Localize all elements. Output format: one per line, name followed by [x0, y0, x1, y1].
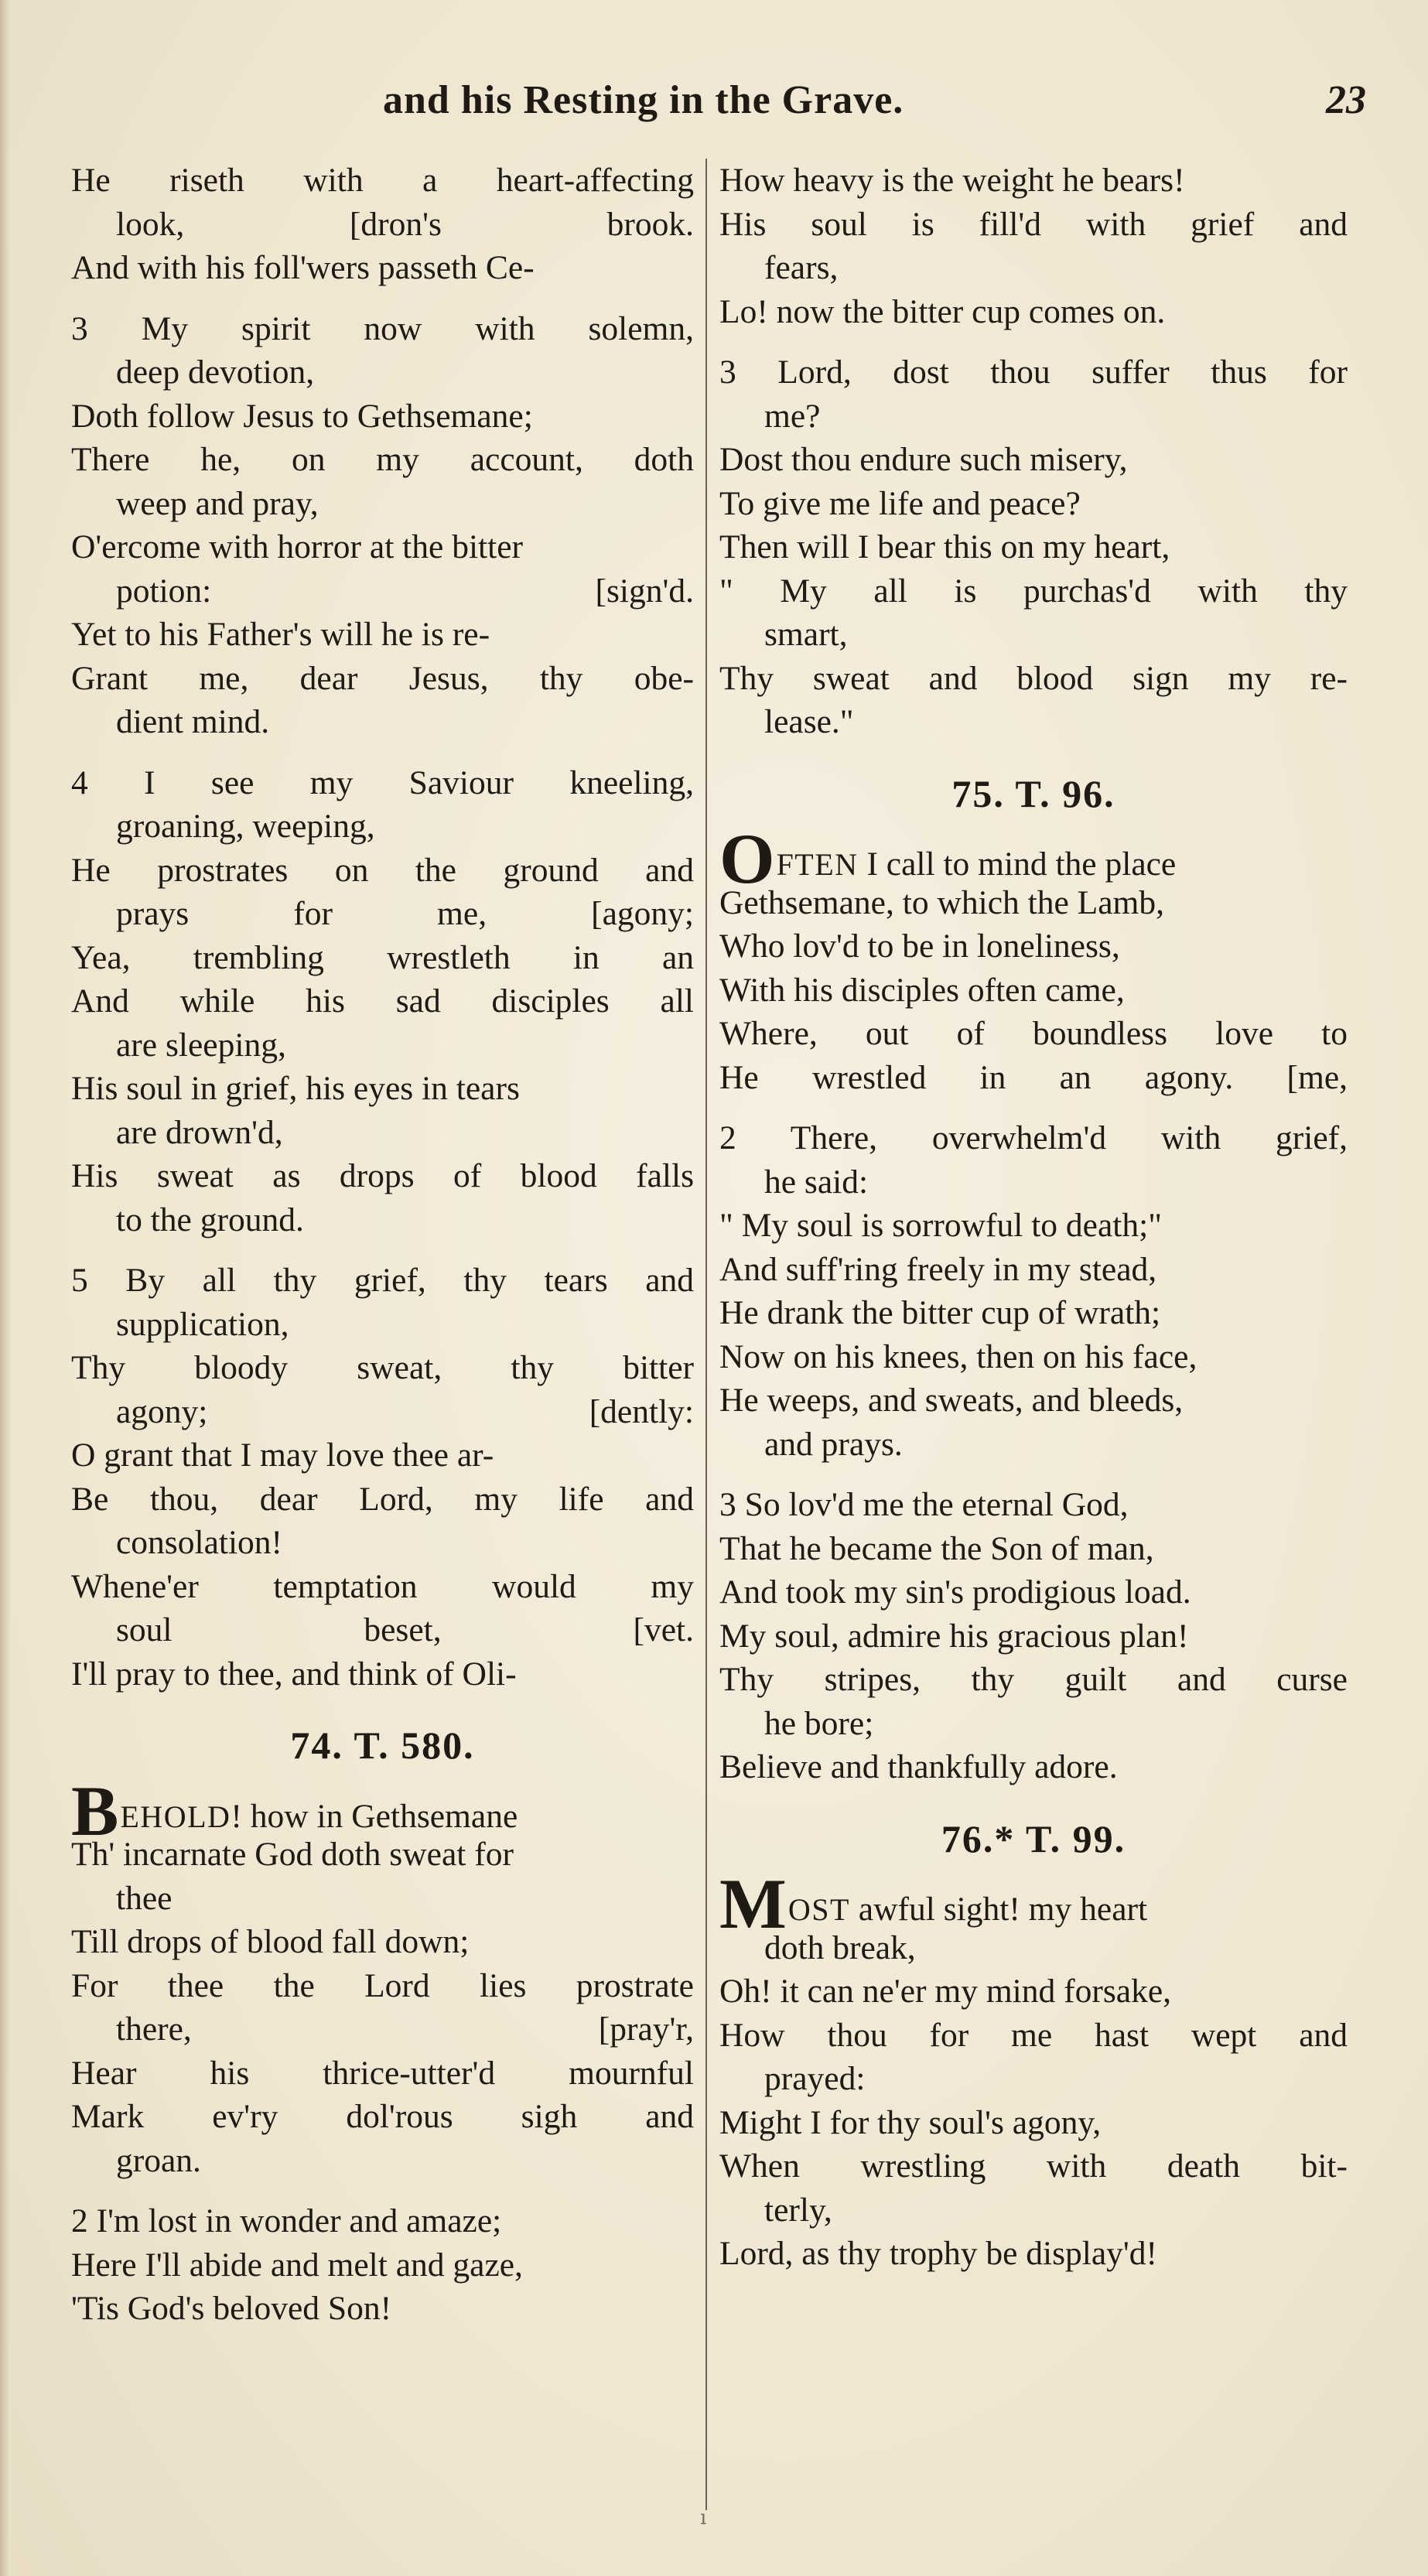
- verse-line: he bore;: [764, 1704, 874, 1742]
- first-line-tail: ! how in Gethsemane: [231, 1797, 518, 1835]
- hymn-74-verse-3: [719, 350, 1348, 744]
- verse-line: 3 So lov'd me the eternal God,: [719, 1486, 1129, 1523]
- verse-line: " My all is purchas'd with thy: [719, 572, 1348, 610]
- verse-line: groaning, weeping,: [116, 808, 375, 845]
- verse-line: There he, on my account, doth: [71, 441, 694, 478]
- verse-line: That he became the Son of man,: [719, 1529, 1154, 1567]
- drop-cap: M: [719, 1864, 787, 1943]
- verse-line: He prostrates on the ground and: [71, 851, 694, 889]
- verse-line: look, [dron's brook.: [116, 205, 694, 243]
- verse-line: Here I'll abide and melt and gaze,: [71, 2246, 523, 2284]
- verse-line: Mark ev'ry dol'rous sigh and: [71, 2098, 694, 2135]
- verse-line: 5 By all thy grief, thy tears and: [71, 1262, 694, 1299]
- verse-line: He wrestled in an agony. [me,: [719, 1058, 1348, 1096]
- verse-line: me?: [764, 397, 821, 435]
- verse-line: 4 I see my Saviour kneeling,: [71, 764, 694, 801]
- verse-line: and prays.: [764, 1425, 903, 1463]
- hymn-first-line: [719, 819, 1348, 898]
- left-column: [71, 159, 694, 2331]
- running-title: and his Resting in the Grave.: [383, 78, 904, 122]
- verse-line: My soul, admire his gracious plan!: [719, 1617, 1189, 1655]
- first-line-tail: I call to mind the place: [866, 846, 1177, 883]
- verse-line: 2 There, overwhelm'd with grief,: [719, 1119, 1348, 1156]
- verse-line: to the ground.: [116, 1201, 304, 1238]
- verse-line: He riseth with a heart-affecting: [71, 162, 694, 199]
- verse-line: Lord, as thy trophy be display'd!: [719, 2235, 1157, 2272]
- verse-line: Where, out of boundless love to: [719, 1015, 1348, 1052]
- verse-line: terly,: [764, 2191, 832, 2229]
- verse-line: His soul in grief, his eyes in tears: [71, 1070, 520, 1107]
- verse-line: groan.: [116, 2141, 201, 2179]
- hymn-75-heading: 75. T. 96.: [951, 771, 1115, 815]
- footer-mark: ı: [700, 2506, 707, 2530]
- verse-line: Might I for thy soul's agony,: [719, 2103, 1102, 2141]
- verse-line: " My soul is sorrowful to death;": [719, 1207, 1162, 1244]
- verse-line: there, [pray'r,: [116, 2011, 694, 2048]
- small-caps-word: OST: [787, 1892, 850, 1927]
- verse-line: Dost thou endure such misery,: [719, 441, 1128, 478]
- verse-line: Doth follow Jesus to Gethsemane;: [71, 397, 533, 435]
- verse-line: 'Tis God's beloved Son!: [71, 2290, 392, 2327]
- hymn-first-line: [719, 1864, 1348, 1943]
- verse-line: Then will I bear this on my heart,: [719, 528, 1170, 565]
- verse-line: potion: [sign'd.: [116, 572, 694, 610]
- verse-line: Oh! it can ne'er my mind forsake,: [719, 1973, 1172, 2010]
- verse-line: His soul is fill'd with grief and: [719, 205, 1348, 243]
- hymn-74-continuation: [719, 159, 1348, 333]
- verse-line: Till drops of blood fall down;: [71, 1923, 470, 1960]
- verse-line: thee: [116, 1879, 173, 1917]
- hymn-first-line: [71, 1771, 694, 1850]
- drop-cap: B: [71, 1771, 119, 1850]
- verse-line: Gethsemane, to which the Lamb,: [719, 883, 1164, 921]
- verse-line: weep and pray,: [116, 484, 319, 522]
- verse-line: When wrestling with death bit-: [719, 2147, 1348, 2185]
- hymn-75: [719, 819, 1348, 1789]
- small-caps-word: EHOLD: [120, 1799, 231, 1834]
- verse-line: And with his foll'wers passeth Ce-: [71, 249, 535, 286]
- small-caps-word: FTEN: [776, 847, 859, 882]
- verse-line: O'ercome with horror at the bitter: [71, 528, 524, 565]
- binding-edge: [0, 0, 11, 2576]
- verse-line: He drank the bitter cup of wrath;: [719, 1294, 1161, 1331]
- verse-line: agony; [dently:: [116, 1392, 694, 1430]
- hymn-74-heading: 74. T. 580.: [290, 1724, 475, 1767]
- verse-line: And while his sad disciples all: [71, 982, 694, 1020]
- verse-line: Thy sweat and blood sign my re-: [719, 659, 1348, 697]
- verse-4: [71, 761, 694, 1242]
- verse-line: supplication,: [116, 1305, 289, 1343]
- verse-line: Believe and thankfully adore.: [719, 1748, 1118, 1785]
- verse-line: O grant that I may love thee ar-: [71, 1437, 494, 1474]
- verse-line: consolation!: [116, 1524, 283, 1561]
- verse-line: To give me life and peace?: [719, 484, 1081, 522]
- verse-line: Yet to his Father's will he is re-: [71, 616, 490, 653]
- verse-line: 3 Lord, dost thou suffer thus for: [719, 354, 1348, 391]
- column-rule: [705, 159, 707, 2510]
- verse-continuation: [71, 159, 694, 290]
- hymn-76: [719, 1864, 1348, 2276]
- page-number: 23: [1326, 78, 1366, 122]
- verse-line: Now on his knees, then on his face,: [719, 1338, 1197, 1375]
- verse-line: Thy stripes, thy guilt and curse: [719, 1661, 1348, 1698]
- verse-line: lease.": [764, 703, 854, 740]
- verse-line: deep devotion,: [116, 354, 315, 391]
- verse-line: He weeps, and sweats, and bleeds,: [719, 1382, 1184, 1419]
- verse-line: With his disciples often came,: [719, 971, 1125, 1009]
- right-column: [719, 159, 1348, 2276]
- verse-line: For thee the Lord lies prostrate: [71, 1966, 694, 2004]
- verse-3: [71, 307, 694, 744]
- verse-line: 3 My spirit now with solemn,: [71, 309, 694, 347]
- verse-line: soul beset, [vet.: [116, 1611, 694, 1648]
- verse-line: How thou for me hast wept and: [719, 2016, 1348, 2054]
- hymn-76-heading: 76.* T. 99.: [941, 1816, 1126, 1860]
- drop-cap: O: [719, 819, 775, 898]
- verse-line: are sleeping,: [116, 1026, 286, 1064]
- verse-line: And took my sin's prodigious load.: [719, 1573, 1191, 1611]
- verse-line: Thy bloody sweat, thy bitter: [71, 1349, 694, 1386]
- verse-line: And suff'ring freely in my stead,: [719, 1250, 1157, 1288]
- first-line-tail: awful sight! my heart: [858, 1891, 1148, 1928]
- verse-line: dient mind.: [116, 703, 270, 740]
- verse-line: 2 I'm lost in wonder and amaze;: [71, 2202, 502, 2239]
- verse-line: fears,: [764, 249, 839, 286]
- verse-line: Th' incarnate God doth sweat for: [71, 1836, 514, 1873]
- verse-line: Lo! now the bitter cup comes on.: [719, 292, 1166, 330]
- verse-line: Hear his thrice-utter'd mournful: [71, 2054, 694, 2092]
- verse-line: Grant me, dear Jesus, thy obe-: [71, 659, 694, 697]
- verse-line: smart,: [764, 616, 848, 653]
- verse-line: His sweat as drops of blood falls: [71, 1157, 694, 1194]
- verse-line: Yea, trembling wrestleth in an: [71, 938, 694, 976]
- verse-5: [71, 1259, 694, 1696]
- verse-line: he said:: [764, 1163, 869, 1201]
- verse-line: doth break,: [764, 1929, 916, 1966]
- verse-line: Who lov'd to be in loneliness,: [719, 928, 1120, 965]
- verse-line: I'll pray to thee, and think of Oli-: [71, 1655, 517, 1693]
- verse-line: prays for me, [agony;: [116, 895, 694, 932]
- verse-line: How heavy is the weight he bears!: [719, 162, 1185, 199]
- hymn-74: [71, 1771, 694, 2331]
- verse-line: Be thou, dear Lord, my life and: [71, 1480, 694, 1518]
- verse-line: are drown'd,: [116, 1113, 283, 1151]
- verse-line: Whene'er temptation would my: [71, 1567, 694, 1605]
- verse-line: prayed:: [764, 2060, 866, 2097]
